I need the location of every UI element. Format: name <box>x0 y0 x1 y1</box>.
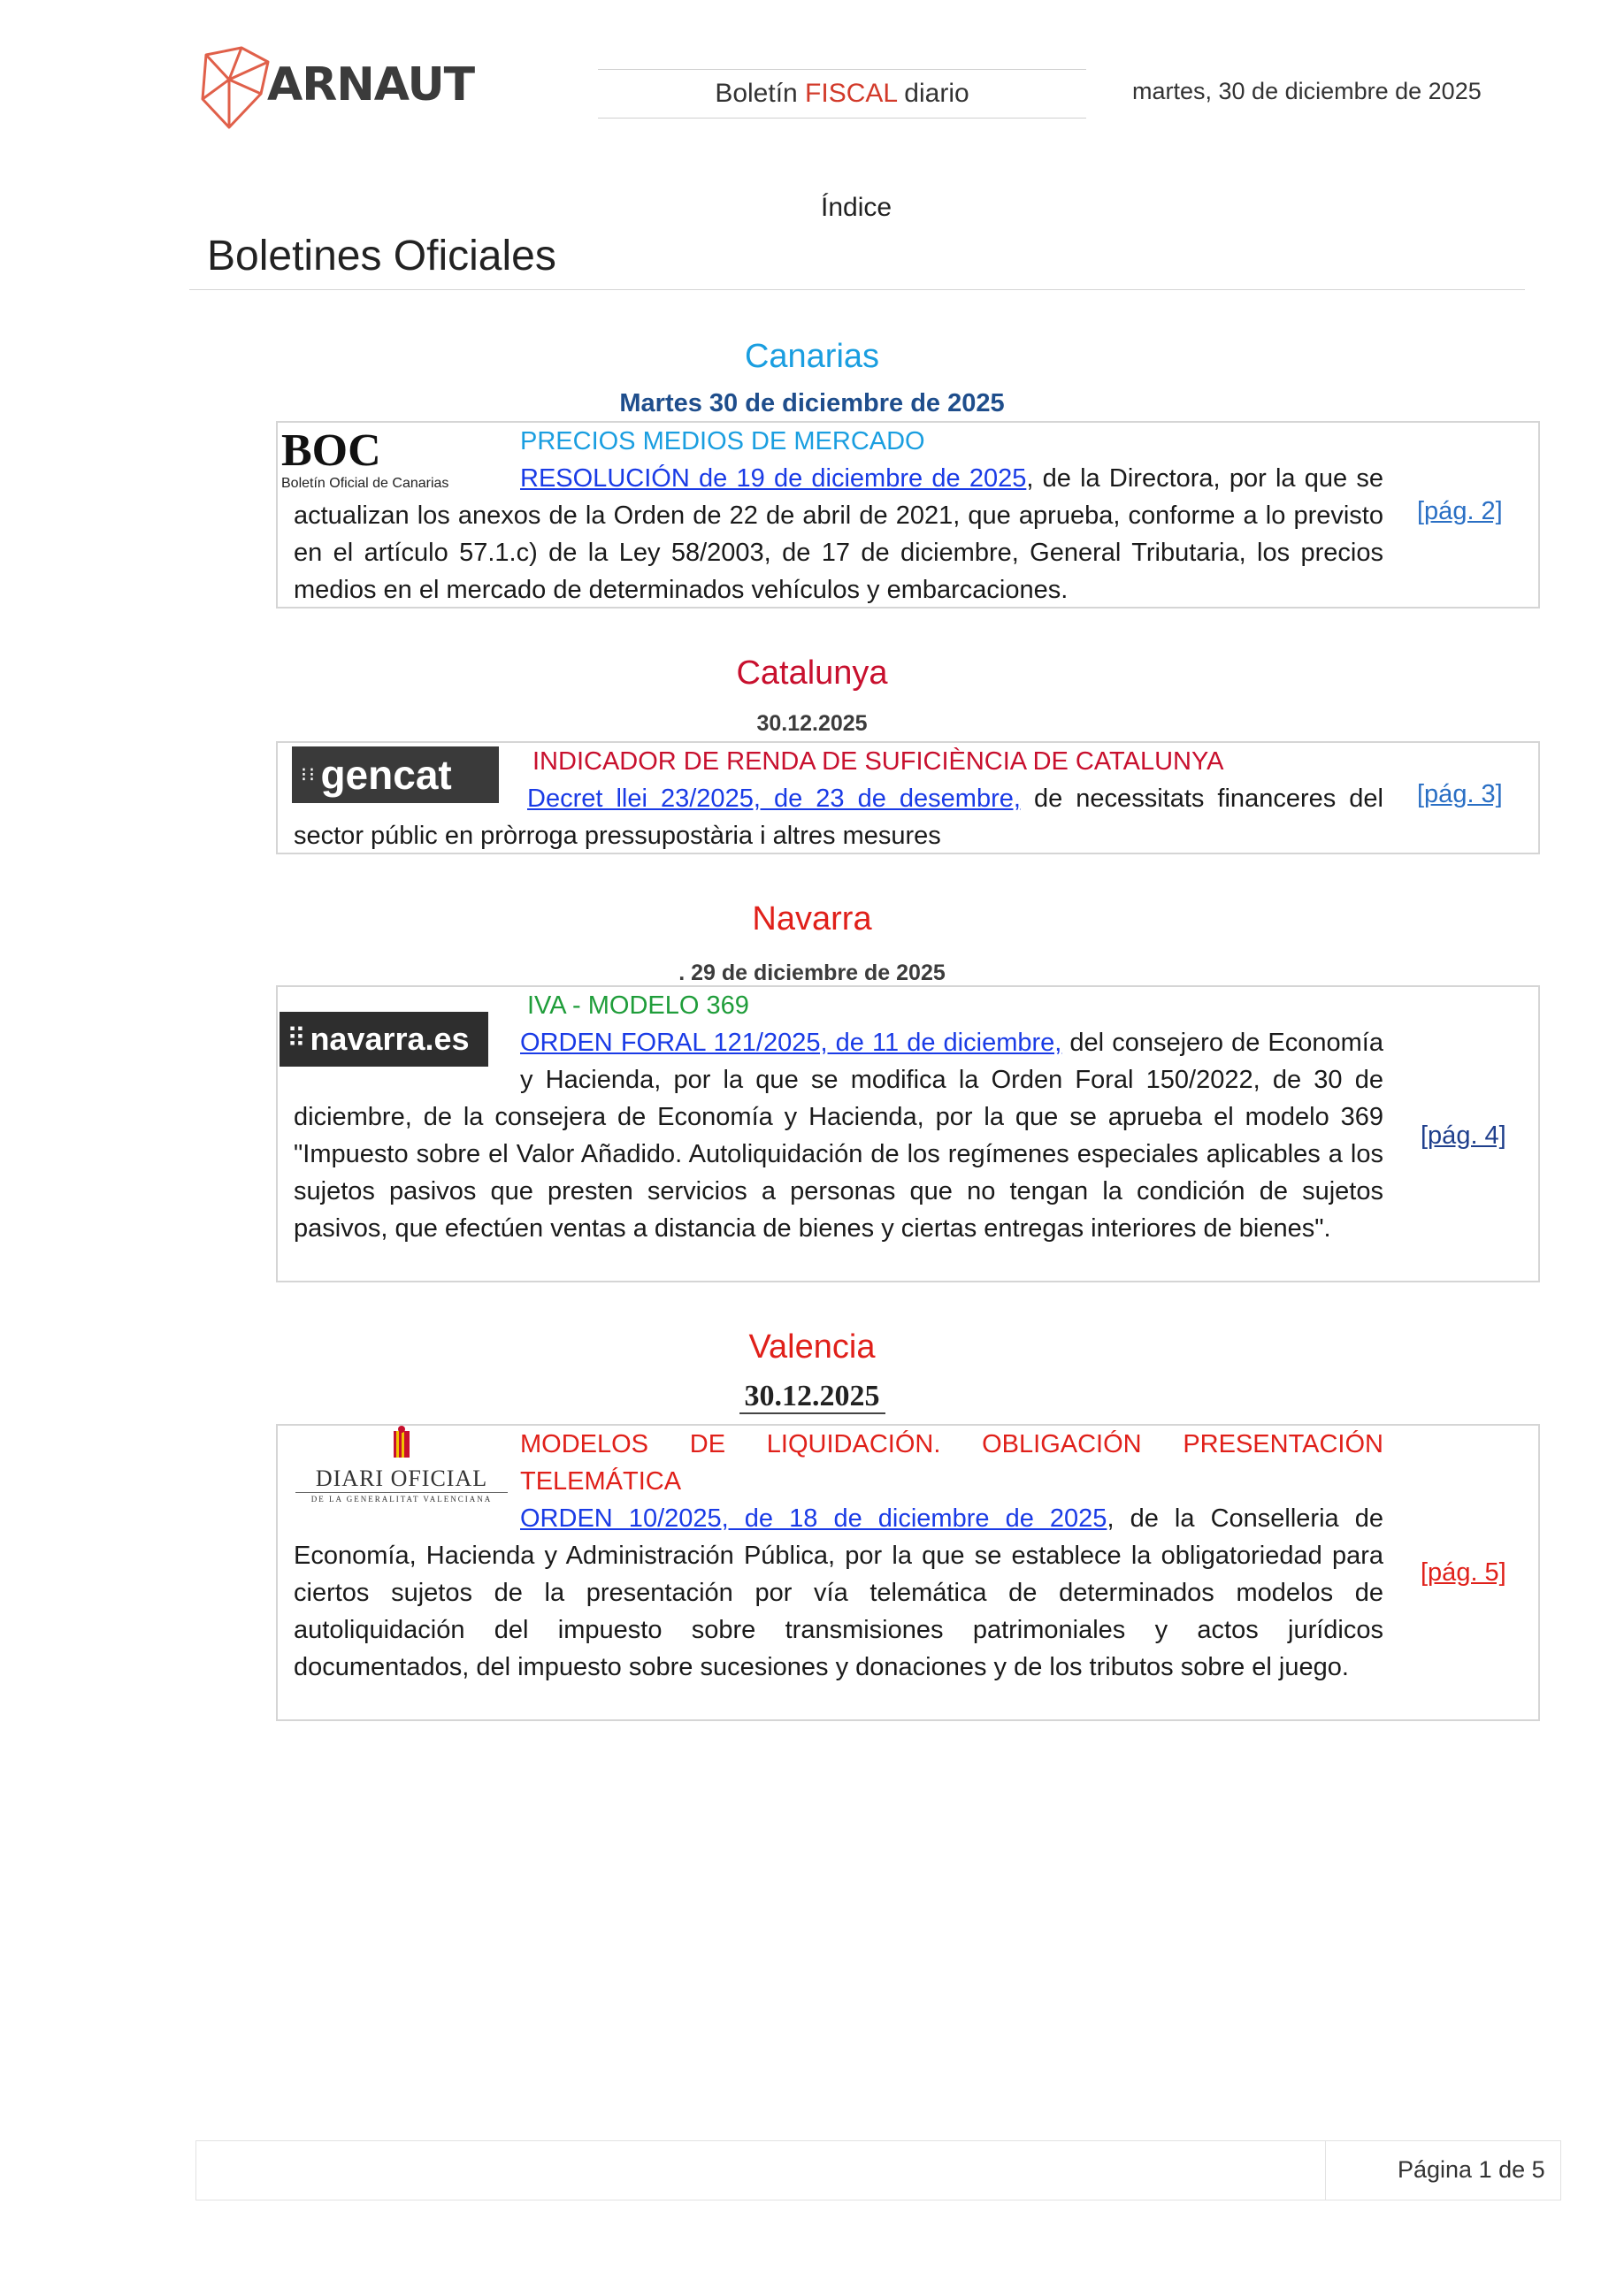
date-canarias: Martes 30 de diciembre de 2025 <box>619 389 1005 417</box>
entry-description: del consejero de Economía y Hacienda, por la que se modifica la Orden Foral 150/2022, de 30 de diciembre, de la consejera de Economía y Hacienda, por la que se aprueba el modelo 369 "Impuesto sobre el Valor Añadido. Autoliquidación de los regímenes especiales aplicables a los sujetos pasivos que presten servicios a personas que no tengan la condición de sujetos pasivos, que efectúen ventas a distancia de bienes y ciertas entregas interiores de bienes". <box>294 1029 1383 1243</box>
header-date: martes, 30 de diciembre de 2025 <box>1132 78 1482 104</box>
page-number: Página 1 de 5 <box>1398 2156 1545 2183</box>
entry-box-navarra <box>276 985 1540 1282</box>
dogv-logo-main: DIARI OFICIAL <box>315 1466 488 1491</box>
entry-link[interactable]: ORDEN 10/2025, de 18 de diciembre de 2025 <box>520 1504 1107 1533</box>
region-title-valencia: Valencia <box>748 1328 876 1366</box>
bulletin-prefix: Boletín <box>715 79 806 108</box>
bulletin-title <box>598 69 1086 119</box>
entry-box-catalunya <box>276 741 1540 854</box>
page-link-valencia[interactable]: [pág. 5] <box>1421 1558 1506 1587</box>
entry-text-canarias <box>294 423 1383 608</box>
entry-box-valencia <box>276 1424 1540 1721</box>
bulletin-suffix: diario <box>896 79 969 108</box>
entry-link[interactable]: RESOLUCIÓN de 19 de diciembre de 2025 <box>520 464 1027 493</box>
entry-text-catalunya <box>294 743 1383 854</box>
entry-box-canarias <box>276 421 1540 608</box>
gencat-dots-icon: ⁝⁝ <box>301 763 317 785</box>
gencat-logo-text: gencat <box>320 752 452 798</box>
logo-wordmark: ARNAUT <box>267 58 475 111</box>
boc-logo-main: BOC <box>281 425 381 476</box>
entry-category: MODELOS DE LIQUIDACIÓN. OBLIGACIÓN PRESENTACIÓN TELEMÁTICA <box>520 1430 1383 1496</box>
entry-text-navarra <box>294 987 1383 1247</box>
region-title-catalunya: Catalunya <box>736 654 888 692</box>
section-title: Boletines Oficiales <box>207 233 556 279</box>
entry-link[interactable]: ORDEN FORAL 121/2025, de 11 de diciembre, <box>520 1029 1062 1057</box>
navarra-grid-icon: ⠿ <box>287 1024 306 1053</box>
footer-divider <box>1325 2140 1326 2200</box>
region-title-navarra: Navarra <box>752 900 872 938</box>
entry-description: de necessitats financeres del sector públic en pròrroga pressupostària i altres mesures <box>294 784 1383 850</box>
date-navarra: . 29 de diciembre de 2025 <box>678 960 946 985</box>
entry-category: PRECIOS MEDIOS DE MERCADO <box>520 427 925 455</box>
entry-description: , de la Conselleria de Economía, Hacienda y Administración Pública, por la que se establece la obligatoriedad para ciertos sujetos de la presentación por vía telemática de determinados modelos de autoliquidación del impuesto sobre transmisiones patrimoniales y actos jurídicos documentados, del impuesto sobre sucesiones y donaciones y de los tributos sobre el juego. <box>294 1504 1383 1681</box>
boc-logo-sub: Boletín Oficial de Canarias <box>281 476 449 491</box>
page-link-catalunya[interactable]: [pág. 3] <box>1417 780 1503 808</box>
navarra-logo-text: navarra.es <box>310 1021 470 1057</box>
index-label: Índice <box>821 193 892 222</box>
entry-text-valencia <box>294 1426 1383 1686</box>
section-divider <box>189 289 1525 290</box>
dogv-logo-sub: DE LA GENERALITAT VALENCIANA <box>295 1492 508 1504</box>
date-valencia: 30.12.2025 <box>739 1380 885 1414</box>
entry-description: , de la Directora, por la que se actualizan los anexos de la Orden de 22 de abril de 2021, que aprueba, conforme a lo previsto en el artículo 57.1.c) de la Ley 58/2003, de 17 de diciembre, General Tributaria, los precios medios en el mercado de determinados vehículos y embarcaciones. <box>294 464 1384 604</box>
page-footer <box>195 2140 1561 2200</box>
date-valencia-wrap <box>0 1380 1624 1413</box>
page-link-navarra[interactable]: [pág. 4] <box>1421 1121 1506 1150</box>
entry-category: INDICADOR DE RENDA DE SUFICIÈNCIA DE CATALUNYA <box>532 747 1224 776</box>
region-title-canarias: Canarias <box>744 338 880 375</box>
bulletin-highlight: FISCAL <box>805 79 897 108</box>
entry-link[interactable]: Decret llei 23/2025, de 23 de desembre, <box>527 784 1021 813</box>
page-link-canarias[interactable]: [pág. 2] <box>1417 497 1503 525</box>
date-catalunya: 30.12.2025 <box>756 711 868 736</box>
entry-category: IVA - MODELO 369 <box>527 991 749 1020</box>
